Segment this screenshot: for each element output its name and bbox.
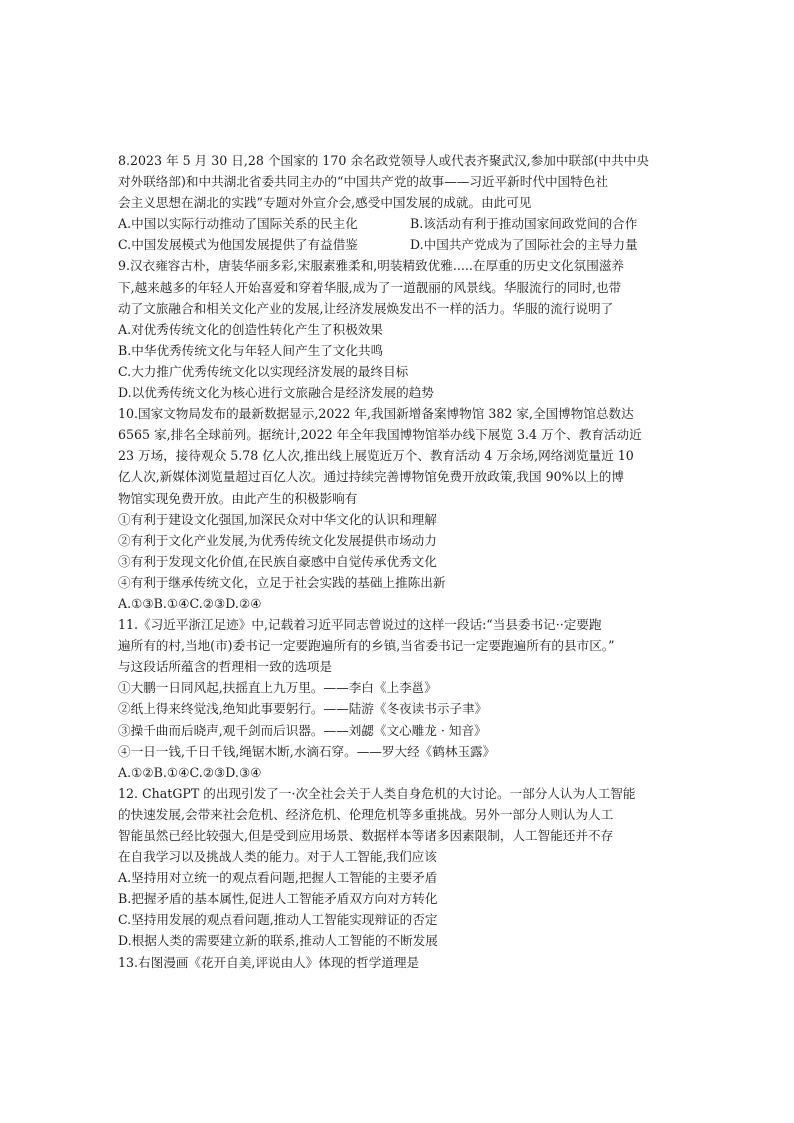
question-12-option-d: D.根据人类的需要建立新的联系,推动人工智能的不断发展 — [118, 933, 438, 949]
question-9 — [118, 255, 678, 403]
exam-page — [118, 150, 678, 973]
question-10-statement-3: ③有利于发现文化价值,在民族自豪感中自觉传承优秀文化 — [118, 553, 437, 569]
question-8-option-a: A.中国以实际行动推动了国际关系的民主化 — [118, 216, 358, 232]
question-11-statement-4: ④一日一钱,千日千钱,绳锯木断,水滴石穿。——罗大经《鹤林玉露》 — [118, 743, 496, 759]
question-9-stem-line-2: 下,越来越多的年轻人开始喜爱和穿着华服,成为了一道靓丽的风景线。华服流行的同时,也带 — [118, 279, 622, 295]
question-10-stem-line-3: 23 万场，接待观众 5.78 亿人次,推出线上展览近万个、教育活动 4 万余场,网络浏览量近 10 — [118, 448, 634, 464]
question-11-stem-line-1: 11.《习近平浙江足迹》中,记载着习近平同志曾说过的这样一段话:“当县委书记··定要跑 — [118, 617, 602, 633]
question-13 — [118, 952, 678, 973]
question-10-stem-line-5: 物馆实现免费开放。由此产生的积极影响有 — [118, 490, 358, 506]
question-11-answer-options: A.①②B.①④C.②③D.③④ — [118, 764, 262, 780]
question-9-option-b: B.中华优秀传统文化与年轻人间产生了文化共鸣 — [118, 342, 384, 358]
question-12-option-b: B.把握矛盾的基本属性,促进人工智能矛盾双方向对方转化 — [118, 891, 438, 907]
question-11 — [118, 614, 678, 783]
question-11-stem-line-3: 与这段话所蕴含的哲理相一致的选项是 — [118, 659, 333, 675]
question-11-statement-2: ②纸上得来终觉浅,绝知此事要躬行。——陆游《冬夜读书示子聿》 — [118, 701, 488, 717]
question-8-stem-line-2: 对外联络部)和中共湖北省委共同主办的“中国共产党的故事——习近平新时代中国特色社 — [118, 174, 608, 190]
question-10-statement-4: ④有利于继承传统文化，立足于社会实践的基础上推陈出新 — [118, 574, 446, 590]
question-8-option-c: C.中国发展模式为他国发展提供了有益借鉴 — [118, 237, 358, 253]
question-10-stem-line-4: 亿人次,新媒体浏览量超过百亿人次。通过持续完善博物馆免费开放政策,我国 90%以上的博 — [118, 469, 624, 485]
question-12-stem-line-1: 12. ChatGPT 的出现引发了一·次全社会关于人类自身危机的大讨论。一部分人认为人工智能 — [118, 785, 636, 801]
question-12-stem-line-3: 智能虽然已经比较强大,但是受到应用场景、数据样本等诸多因素限制，人工智能还并不存 — [118, 828, 614, 843]
question-10-stem-line-2: 6565 家,排名全球前列。据统计,2022 年全年我国博物馆举办线下展览 3.4 万个、教育活动近 — [118, 427, 642, 443]
question-8-stem-line-3: 会主义思想在湖北的实践”专题对外宣介会,感受中国发展的成就。由此可见 — [118, 195, 532, 211]
question-11-statement-1: ①大鹏一日同风起,扶摇直上九万里。——李白《上李邕》 — [118, 680, 437, 696]
question-10 — [118, 403, 678, 614]
question-12-option-c: C.坚持用发展的观点看问题,推动人工智能实现辩证的否定 — [118, 912, 438, 928]
question-9-stem-line-3: 动了文旅融合和相关文化产业的发展,让经济发展焕发出不一样的活力。华服的流行说明了 — [118, 300, 614, 316]
question-12-stem-line-4: 在自我学习以及挑战人类的能力。对于人工智能,我们应该 — [118, 849, 437, 865]
question-11-statement-3: ③操千曲而后晓声,观千剑而后识器。——刘勰《文心雕龙 · 知音》 — [118, 722, 487, 738]
question-9-option-d: D.以优秀传统文化为核心进行文旅融合是经济发展的趋势 — [118, 385, 434, 401]
question-8-option-d: D.中国共产党成为了国际社会的主导力量 — [410, 237, 638, 253]
question-9-stem-line-1: 9.汉衣雍容古朴，唐装华丽多彩,宋服素雅柔和,明装精致优雅.....在厚重的历史文化氛围滋养 — [118, 258, 625, 274]
question-10-statement-2: ②有利于文化产业发展,为优秀传统文化发展提供市场动力 — [118, 532, 437, 548]
question-8-options-row-2 — [118, 234, 678, 255]
question-8-stem-line-1: 8.2023 年 5 月 30 日,28 个国家的 170 余名政党领导人或代表齐聚武汉,参加中联部(中共中央 — [118, 153, 649, 168]
question-13-stem-line-1: 13.右图漫画《花开自美,评说由人》体现的哲学道理是 — [118, 954, 420, 970]
question-10-stem-line-1: 10.国家文物局发布的最新数据显示,2022 年,我国新增备案博物馆 382 家,全国博物馆总数达 — [118, 406, 634, 422]
question-9-option-a: A.对优秀传统文化的创造性转化产生了积极效果 — [118, 321, 383, 337]
question-10-answer-options: A.①③B.①④C.②③D.②④ — [118, 595, 262, 611]
question-11-stem-line-2: 遍所有的村,当地(市)委书记一定要跑遍所有的乡镇,当省委书记一定要跑遍所有的县市区。” — [118, 638, 615, 654]
question-8-option-b: B.该活动有利于推动国家间政党间的合作 — [410, 216, 638, 232]
question-8 — [118, 150, 678, 255]
question-10-statement-1: ①有利于建设文化强国,加深民众对中华文化的认识和理解 — [118, 511, 437, 527]
question-8-options-row-1 — [118, 213, 678, 234]
question-9-option-c: C.大力推广优秀传统文化以实现经济发展的最终目标 — [118, 363, 409, 379]
question-12-option-a: A.坚持用对立统一的观点看问题,把握人工智能的主要矛盾 — [118, 870, 438, 886]
question-12 — [118, 783, 678, 952]
question-12-stem-line-2: 的快速发展,会带来社会危机、经济危机、伦理危机等多重挑战。另外一部分人则认为人工 — [118, 806, 614, 822]
